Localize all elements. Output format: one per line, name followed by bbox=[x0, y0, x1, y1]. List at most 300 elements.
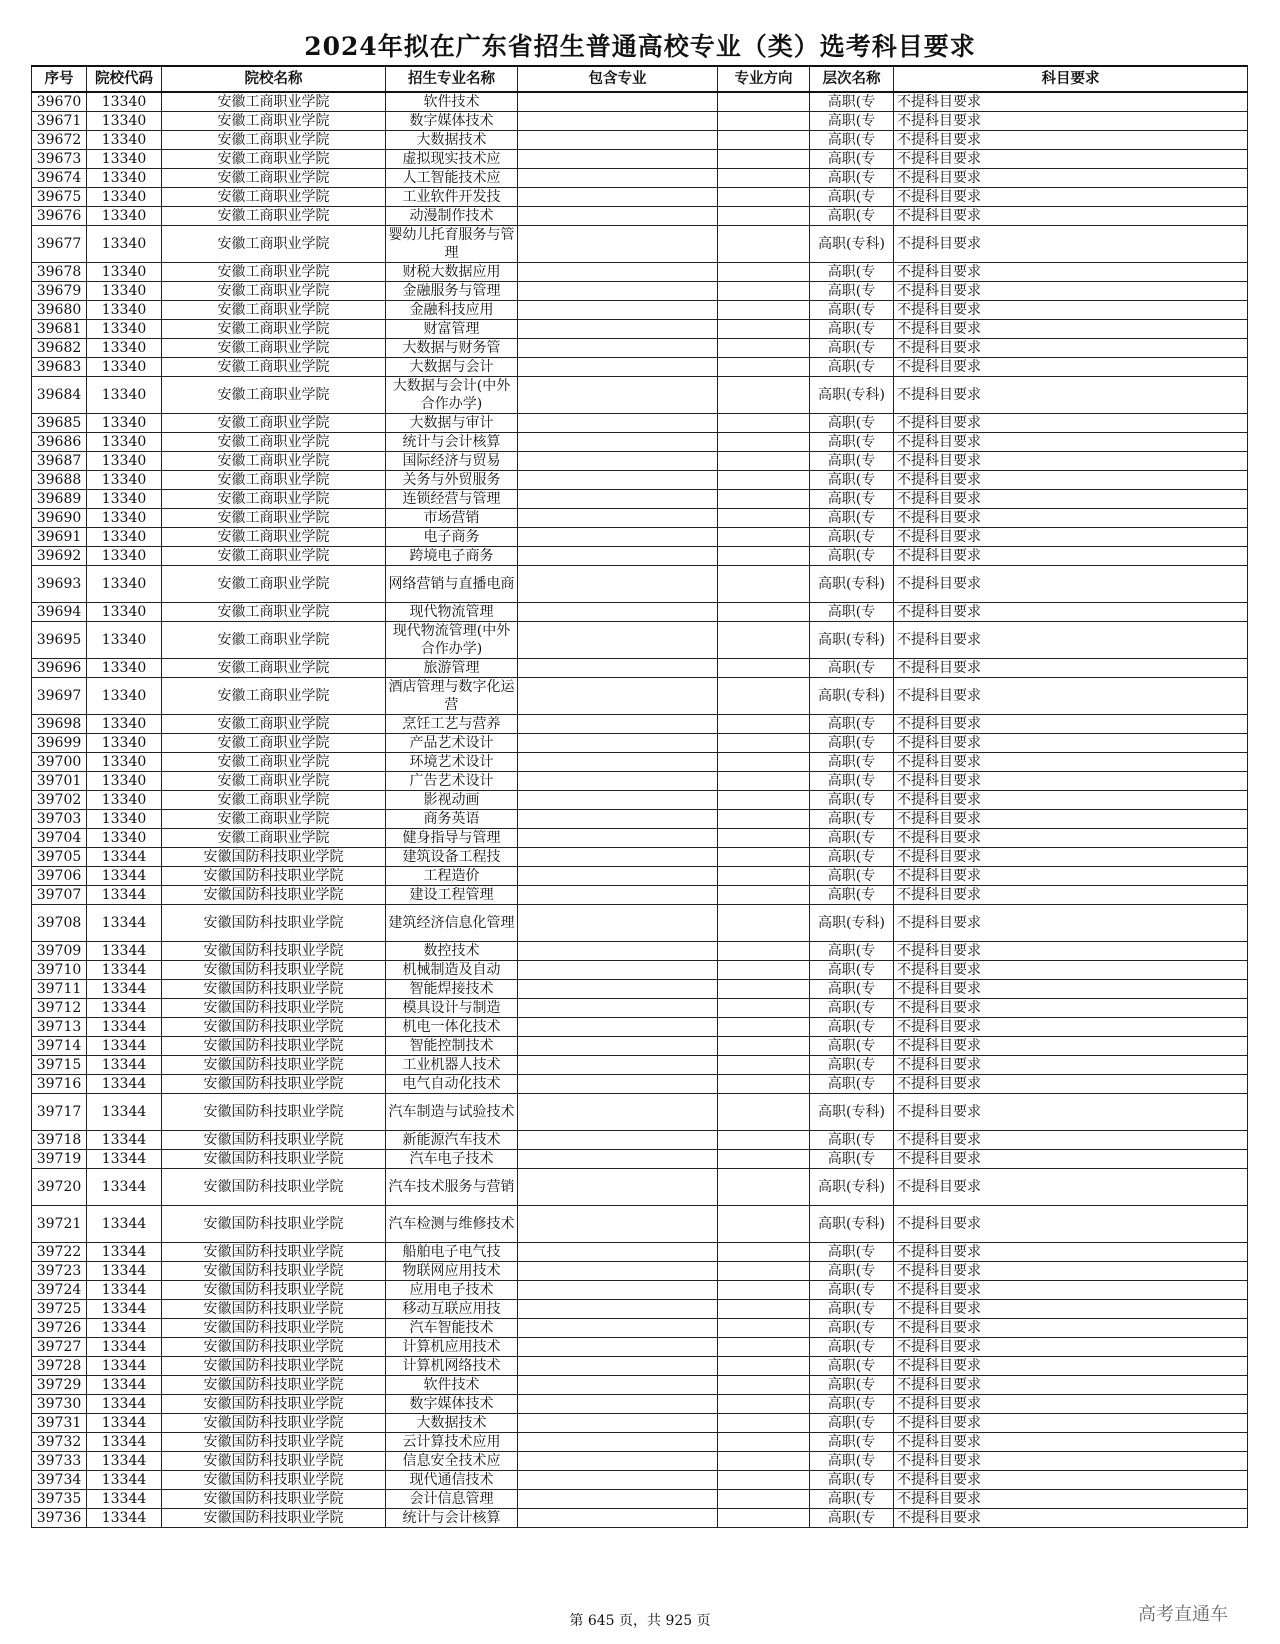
cell-school: 安徽工商职业学院 bbox=[162, 566, 386, 603]
cell-no: 39670 bbox=[32, 92, 87, 112]
cell-include bbox=[518, 810, 718, 829]
cell-major: 建筑经济信息化管理 bbox=[386, 905, 518, 942]
cell-major: 现代通信技术 bbox=[386, 1471, 518, 1490]
cell-level: 高职(专 bbox=[810, 1300, 894, 1319]
cell-include bbox=[518, 659, 718, 678]
cell-school: 安徽国防科技职业学院 bbox=[162, 1376, 386, 1395]
cell-no: 39696 bbox=[32, 659, 87, 678]
cell-requirement: 不提科目要求 bbox=[894, 1433, 1248, 1452]
cell-direction bbox=[718, 207, 810, 226]
page-footer: 第 645 页，共 925 页 bbox=[569, 1613, 711, 1629]
cell-no: 39678 bbox=[32, 263, 87, 282]
cell-code: 13344 bbox=[87, 1357, 162, 1376]
cell-include bbox=[518, 1509, 718, 1528]
cell-major: 汽车智能技术 bbox=[386, 1319, 518, 1338]
cell-level: 高职(专 bbox=[810, 169, 894, 188]
cell-include bbox=[518, 1169, 718, 1206]
cell-no: 39720 bbox=[32, 1169, 87, 1206]
table-row bbox=[32, 905, 1248, 942]
table-row bbox=[32, 1169, 1248, 1206]
cell-no: 39693 bbox=[32, 566, 87, 603]
cell-level: 高职(专 bbox=[810, 829, 894, 848]
cell-requirement: 不提科目要求 bbox=[894, 1243, 1248, 1262]
cell-no: 39721 bbox=[32, 1206, 87, 1243]
cell-level: 高职(专 bbox=[810, 1395, 894, 1414]
cell-major: 汽车制造与试验技术 bbox=[386, 1094, 518, 1131]
cell-requirement: 不提科目要求 bbox=[894, 659, 1248, 678]
cell-include bbox=[518, 207, 718, 226]
cell-no: 39675 bbox=[32, 188, 87, 207]
cell-include bbox=[518, 734, 718, 753]
cell-school: 安徽工商职业学院 bbox=[162, 791, 386, 810]
cell-school: 安徽工商职业学院 bbox=[162, 772, 386, 791]
cell-no: 39714 bbox=[32, 1037, 87, 1056]
cell-include bbox=[518, 999, 718, 1018]
cell-include bbox=[518, 715, 718, 734]
table-row bbox=[32, 659, 1248, 678]
cell-school: 安徽国防科技职业学院 bbox=[162, 848, 386, 867]
cell-direction bbox=[718, 1452, 810, 1471]
cell-no: 39718 bbox=[32, 1131, 87, 1150]
cell-requirement: 不提科目要求 bbox=[894, 1395, 1248, 1414]
cell-code: 13344 bbox=[87, 980, 162, 999]
cell-school: 安徽工商职业学院 bbox=[162, 547, 386, 566]
cell-code: 13344 bbox=[87, 867, 162, 886]
cell-major: 虚拟现实技术应 bbox=[386, 150, 518, 169]
cell-no: 39736 bbox=[32, 1509, 87, 1528]
cell-code: 13340 bbox=[87, 528, 162, 547]
cell-direction bbox=[718, 886, 810, 905]
cell-code: 13340 bbox=[87, 112, 162, 131]
cell-no: 39726 bbox=[32, 1319, 87, 1338]
cell-code: 13344 bbox=[87, 1018, 162, 1037]
table-row bbox=[32, 433, 1248, 452]
cell-level: 高职(专 bbox=[810, 810, 894, 829]
cell-major: 移动互联应用技 bbox=[386, 1300, 518, 1319]
cell-level: 高职(专科) bbox=[810, 678, 894, 715]
cell-school: 安徽国防科技职业学院 bbox=[162, 1338, 386, 1357]
cell-no: 39708 bbox=[32, 905, 87, 942]
table-row bbox=[32, 1376, 1248, 1395]
cell-include bbox=[518, 961, 718, 980]
cell-major: 建筑设备工程技 bbox=[386, 848, 518, 867]
cell-level: 高职(专 bbox=[810, 1452, 894, 1471]
cell-code: 13344 bbox=[87, 1414, 162, 1433]
cell-no: 39717 bbox=[32, 1094, 87, 1131]
cell-code: 13340 bbox=[87, 753, 162, 772]
cell-no: 39719 bbox=[32, 1150, 87, 1169]
cell-level: 高职(专 bbox=[810, 1131, 894, 1150]
cell-no: 39712 bbox=[32, 999, 87, 1018]
cell-direction bbox=[718, 433, 810, 452]
cell-include bbox=[518, 226, 718, 263]
cell-code: 13340 bbox=[87, 603, 162, 622]
cell-include bbox=[518, 1056, 718, 1075]
cell-major: 模具设计与制造 bbox=[386, 999, 518, 1018]
cell-include bbox=[518, 1357, 718, 1376]
col-header-code: 院校代码 bbox=[87, 66, 162, 92]
table-row bbox=[32, 848, 1248, 867]
table-row bbox=[32, 622, 1248, 659]
table-row bbox=[32, 566, 1248, 603]
cell-direction bbox=[718, 622, 810, 659]
cell-major: 大数据与财务管 bbox=[386, 339, 518, 358]
table-row bbox=[32, 867, 1248, 886]
cell-requirement: 不提科目要求 bbox=[894, 1509, 1248, 1528]
cell-major: 统计与会计核算 bbox=[386, 1509, 518, 1528]
cell-school: 安徽国防科技职业学院 bbox=[162, 905, 386, 942]
cell-major: 应用电子技术 bbox=[386, 1281, 518, 1300]
cell-code: 13344 bbox=[87, 1300, 162, 1319]
cell-no: 39724 bbox=[32, 1281, 87, 1300]
cell-direction bbox=[718, 905, 810, 942]
col-header-major: 招生专业名称 bbox=[386, 66, 518, 92]
cell-requirement: 不提科目要求 bbox=[894, 1338, 1248, 1357]
cell-direction bbox=[718, 999, 810, 1018]
cell-include bbox=[518, 150, 718, 169]
cell-code: 13340 bbox=[87, 320, 162, 339]
cell-level: 高职(专科) bbox=[810, 1169, 894, 1206]
cell-level: 高职(专 bbox=[810, 547, 894, 566]
table-row bbox=[32, 1300, 1248, 1319]
cell-code: 13344 bbox=[87, 1262, 162, 1281]
cell-include bbox=[518, 1414, 718, 1433]
cell-requirement: 不提科目要求 bbox=[894, 358, 1248, 377]
cell-requirement: 不提科目要求 bbox=[894, 282, 1248, 301]
cell-code: 13340 bbox=[87, 263, 162, 282]
cell-major: 新能源汽车技术 bbox=[386, 1131, 518, 1150]
table-row bbox=[32, 1395, 1248, 1414]
cell-level: 高职(专科) bbox=[810, 622, 894, 659]
cell-code: 13344 bbox=[87, 1169, 162, 1206]
table-row bbox=[32, 1094, 1248, 1131]
cell-no: 39704 bbox=[32, 829, 87, 848]
cell-code: 13344 bbox=[87, 1150, 162, 1169]
cell-direction bbox=[718, 301, 810, 320]
cell-level: 高职(专 bbox=[810, 1471, 894, 1490]
cell-major: 物联网应用技术 bbox=[386, 1262, 518, 1281]
cell-requirement: 不提科目要求 bbox=[894, 452, 1248, 471]
cell-school: 安徽工商职业学院 bbox=[162, 810, 386, 829]
cell-direction bbox=[718, 1281, 810, 1300]
cell-code: 13344 bbox=[87, 886, 162, 905]
cell-requirement: 不提科目要求 bbox=[894, 734, 1248, 753]
cell-no: 39683 bbox=[32, 358, 87, 377]
cell-requirement: 不提科目要求 bbox=[894, 301, 1248, 320]
cell-school: 安徽国防科技职业学院 bbox=[162, 867, 386, 886]
cell-level: 高职(专 bbox=[810, 848, 894, 867]
cell-level: 高职(专 bbox=[810, 753, 894, 772]
cell-direction bbox=[718, 1414, 810, 1433]
cell-code: 13344 bbox=[87, 1452, 162, 1471]
cell-no: 39729 bbox=[32, 1376, 87, 1395]
cell-major: 健身指导与管理 bbox=[386, 829, 518, 848]
cell-no: 39685 bbox=[32, 414, 87, 433]
requirements-table bbox=[31, 65, 1248, 1528]
cell-code: 13340 bbox=[87, 829, 162, 848]
cell-requirement: 不提科目要求 bbox=[894, 131, 1248, 150]
table-row bbox=[32, 207, 1248, 226]
cell-requirement: 不提科目要求 bbox=[894, 150, 1248, 169]
cell-requirement: 不提科目要求 bbox=[894, 848, 1248, 867]
cell-no: 39691 bbox=[32, 528, 87, 547]
cell-level: 高职(专 bbox=[810, 282, 894, 301]
cell-major: 跨境电子商务 bbox=[386, 547, 518, 566]
cell-no: 39734 bbox=[32, 1471, 87, 1490]
cell-level: 高职(专 bbox=[810, 528, 894, 547]
cell-code: 13340 bbox=[87, 715, 162, 734]
cell-include bbox=[518, 1395, 718, 1414]
cell-requirement: 不提科目要求 bbox=[894, 1262, 1248, 1281]
table-row bbox=[32, 301, 1248, 320]
cell-level: 高职(专 bbox=[810, 1262, 894, 1281]
cell-no: 39733 bbox=[32, 1452, 87, 1471]
cell-school: 安徽工商职业学院 bbox=[162, 414, 386, 433]
cell-code: 13340 bbox=[87, 490, 162, 509]
cell-level: 高职(专科) bbox=[810, 905, 894, 942]
cell-school: 安徽国防科技职业学院 bbox=[162, 886, 386, 905]
table-row bbox=[32, 1206, 1248, 1243]
table-row bbox=[32, 1131, 1248, 1150]
table-row bbox=[32, 980, 1248, 999]
cell-school: 安徽国防科技职业学院 bbox=[162, 1131, 386, 1150]
table-row bbox=[32, 999, 1248, 1018]
cell-include bbox=[518, 320, 718, 339]
cell-direction bbox=[718, 1509, 810, 1528]
cell-code: 13340 bbox=[87, 471, 162, 490]
cell-no: 39677 bbox=[32, 226, 87, 263]
cell-include bbox=[518, 547, 718, 566]
cell-code: 13340 bbox=[87, 207, 162, 226]
cell-level: 高职(专科) bbox=[810, 226, 894, 263]
cell-major: 云计算技术应用 bbox=[386, 1433, 518, 1452]
cell-include bbox=[518, 188, 718, 207]
cell-include bbox=[518, 848, 718, 867]
cell-requirement: 不提科目要求 bbox=[894, 112, 1248, 131]
table-row bbox=[32, 1338, 1248, 1357]
table-row bbox=[32, 1357, 1248, 1376]
cell-direction bbox=[718, 339, 810, 358]
cell-major: 广告艺术设计 bbox=[386, 772, 518, 791]
cell-direction bbox=[718, 320, 810, 339]
cell-level: 高职(专 bbox=[810, 1056, 894, 1075]
cell-direction bbox=[718, 490, 810, 509]
cell-direction bbox=[718, 1056, 810, 1075]
cell-level: 高职(专 bbox=[810, 715, 894, 734]
table-row bbox=[32, 471, 1248, 490]
cell-include bbox=[518, 1471, 718, 1490]
table-row bbox=[32, 490, 1248, 509]
table-row bbox=[32, 810, 1248, 829]
table-row bbox=[32, 1150, 1248, 1169]
cell-level: 高职(专 bbox=[810, 452, 894, 471]
cell-direction bbox=[718, 1433, 810, 1452]
cell-include bbox=[518, 1037, 718, 1056]
cell-include bbox=[518, 92, 718, 112]
table-row bbox=[32, 942, 1248, 961]
cell-school: 安徽国防科技职业学院 bbox=[162, 1243, 386, 1262]
cell-direction bbox=[718, 263, 810, 282]
cell-include bbox=[518, 905, 718, 942]
cell-direction bbox=[718, 1094, 810, 1131]
cell-code: 13340 bbox=[87, 377, 162, 414]
cell-direction bbox=[718, 92, 810, 112]
cell-direction bbox=[718, 1131, 810, 1150]
cell-level: 高职(专 bbox=[810, 942, 894, 961]
cell-no: 39730 bbox=[32, 1395, 87, 1414]
cell-major: 数字媒体技术 bbox=[386, 1395, 518, 1414]
cell-no: 39716 bbox=[32, 1075, 87, 1094]
cell-direction bbox=[718, 1075, 810, 1094]
cell-level: 高职(专 bbox=[810, 414, 894, 433]
cell-direction bbox=[718, 1319, 810, 1338]
table-row bbox=[32, 603, 1248, 622]
cell-no: 39709 bbox=[32, 942, 87, 961]
cell-direction bbox=[718, 1243, 810, 1262]
cell-code: 13344 bbox=[87, 1433, 162, 1452]
cell-school: 安徽工商职业学院 bbox=[162, 452, 386, 471]
cell-no: 39672 bbox=[32, 131, 87, 150]
cell-major: 计算机网络技术 bbox=[386, 1357, 518, 1376]
cell-school: 安徽工商职业学院 bbox=[162, 301, 386, 320]
cell-school: 安徽工商职业学院 bbox=[162, 622, 386, 659]
cell-major: 软件技术 bbox=[386, 1376, 518, 1395]
cell-direction bbox=[718, 547, 810, 566]
cell-no: 39725 bbox=[32, 1300, 87, 1319]
table-row bbox=[32, 339, 1248, 358]
cell-school: 安徽国防科技职业学院 bbox=[162, 1319, 386, 1338]
cell-school: 安徽工商职业学院 bbox=[162, 188, 386, 207]
cell-major: 数控技术 bbox=[386, 942, 518, 961]
cell-include bbox=[518, 433, 718, 452]
cell-school: 安徽国防科技职业学院 bbox=[162, 1509, 386, 1528]
cell-level: 高职(专 bbox=[810, 1490, 894, 1509]
cell-major: 产品艺术设计 bbox=[386, 734, 518, 753]
cell-include bbox=[518, 452, 718, 471]
cell-requirement: 不提科目要求 bbox=[894, 1414, 1248, 1433]
cell-school: 安徽工商职业学院 bbox=[162, 678, 386, 715]
cell-include bbox=[518, 772, 718, 791]
cell-major: 关务与外贸服务 bbox=[386, 471, 518, 490]
cell-direction bbox=[718, 112, 810, 131]
cell-include bbox=[518, 1094, 718, 1131]
cell-school: 安徽工商职业学院 bbox=[162, 377, 386, 414]
cell-direction bbox=[718, 678, 810, 715]
cell-direction bbox=[718, 980, 810, 999]
col-header-include: 包含专业 bbox=[518, 66, 718, 92]
cell-school: 安徽国防科技职业学院 bbox=[162, 1206, 386, 1243]
cell-no: 39710 bbox=[32, 961, 87, 980]
cell-major: 数字媒体技术 bbox=[386, 112, 518, 131]
cell-level: 高职(专 bbox=[810, 1357, 894, 1376]
cell-level: 高职(专 bbox=[810, 1037, 894, 1056]
cell-level: 高职(专 bbox=[810, 339, 894, 358]
cell-major: 现代物流管理 bbox=[386, 603, 518, 622]
cell-school: 安徽国防科技职业学院 bbox=[162, 1414, 386, 1433]
cell-no: 39681 bbox=[32, 320, 87, 339]
cell-level: 高职(专 bbox=[810, 980, 894, 999]
cell-direction bbox=[718, 1490, 810, 1509]
cell-requirement: 不提科目要求 bbox=[894, 886, 1248, 905]
cell-major: 智能焊接技术 bbox=[386, 980, 518, 999]
cell-level: 高职(专 bbox=[810, 471, 894, 490]
cell-direction bbox=[718, 1169, 810, 1206]
cell-requirement: 不提科目要求 bbox=[894, 791, 1248, 810]
cell-include bbox=[518, 603, 718, 622]
table-row bbox=[32, 169, 1248, 188]
cell-major: 大数据技术 bbox=[386, 131, 518, 150]
cell-level: 高职(专 bbox=[810, 1338, 894, 1357]
cell-major: 信息安全技术应 bbox=[386, 1452, 518, 1471]
cell-requirement: 不提科目要求 bbox=[894, 715, 1248, 734]
cell-code: 13340 bbox=[87, 509, 162, 528]
col-header-school: 院校名称 bbox=[162, 66, 386, 92]
cell-school: 安徽国防科技职业学院 bbox=[162, 1433, 386, 1452]
cell-school: 安徽工商职业学院 bbox=[162, 509, 386, 528]
col-header-level: 层次名称 bbox=[810, 66, 894, 92]
cell-direction bbox=[718, 753, 810, 772]
cell-major: 酒店管理与数字化运营 bbox=[386, 678, 518, 715]
cell-school: 安徽国防科技职业学院 bbox=[162, 1018, 386, 1037]
table-row bbox=[32, 320, 1248, 339]
cell-include bbox=[518, 301, 718, 320]
cell-requirement: 不提科目要求 bbox=[894, 471, 1248, 490]
cell-school: 安徽工商职业学院 bbox=[162, 92, 386, 112]
cell-include bbox=[518, 1376, 718, 1395]
cell-requirement: 不提科目要求 bbox=[894, 1281, 1248, 1300]
cell-level: 高职(专 bbox=[810, 961, 894, 980]
cell-include bbox=[518, 490, 718, 509]
cell-no: 39723 bbox=[32, 1262, 87, 1281]
cell-no: 39697 bbox=[32, 678, 87, 715]
cell-requirement: 不提科目要求 bbox=[894, 905, 1248, 942]
cell-school: 安徽国防科技职业学院 bbox=[162, 1357, 386, 1376]
cell-school: 安徽工商职业学院 bbox=[162, 263, 386, 282]
cell-requirement: 不提科目要求 bbox=[894, 339, 1248, 358]
cell-include bbox=[518, 942, 718, 961]
cell-direction bbox=[718, 848, 810, 867]
cell-code: 13340 bbox=[87, 791, 162, 810]
table-row bbox=[32, 282, 1248, 301]
cell-requirement: 不提科目要求 bbox=[894, 1056, 1248, 1075]
cell-include bbox=[518, 377, 718, 414]
cell-code: 13340 bbox=[87, 622, 162, 659]
cell-school: 安徽工商职业学院 bbox=[162, 659, 386, 678]
cell-no: 39705 bbox=[32, 848, 87, 867]
cell-requirement: 不提科目要求 bbox=[894, 772, 1248, 791]
cell-no: 39706 bbox=[32, 867, 87, 886]
cell-requirement: 不提科目要求 bbox=[894, 509, 1248, 528]
cell-level: 高职(专 bbox=[810, 112, 894, 131]
cell-no: 39702 bbox=[32, 791, 87, 810]
cell-code: 13344 bbox=[87, 1243, 162, 1262]
cell-code: 13340 bbox=[87, 92, 162, 112]
cell-code: 13344 bbox=[87, 1075, 162, 1094]
table-row bbox=[32, 1018, 1248, 1037]
cell-requirement: 不提科目要求 bbox=[894, 1319, 1248, 1338]
cell-major: 工程造价 bbox=[386, 867, 518, 886]
cell-code: 13340 bbox=[87, 150, 162, 169]
table-row bbox=[32, 263, 1248, 282]
table-row bbox=[32, 678, 1248, 715]
cell-major: 建设工程管理 bbox=[386, 886, 518, 905]
cell-include bbox=[518, 1018, 718, 1037]
table-row bbox=[32, 528, 1248, 547]
cell-code: 13344 bbox=[87, 1376, 162, 1395]
cell-no: 39671 bbox=[32, 112, 87, 131]
cell-level: 高职(专 bbox=[810, 659, 894, 678]
table-row bbox=[32, 1075, 1248, 1094]
